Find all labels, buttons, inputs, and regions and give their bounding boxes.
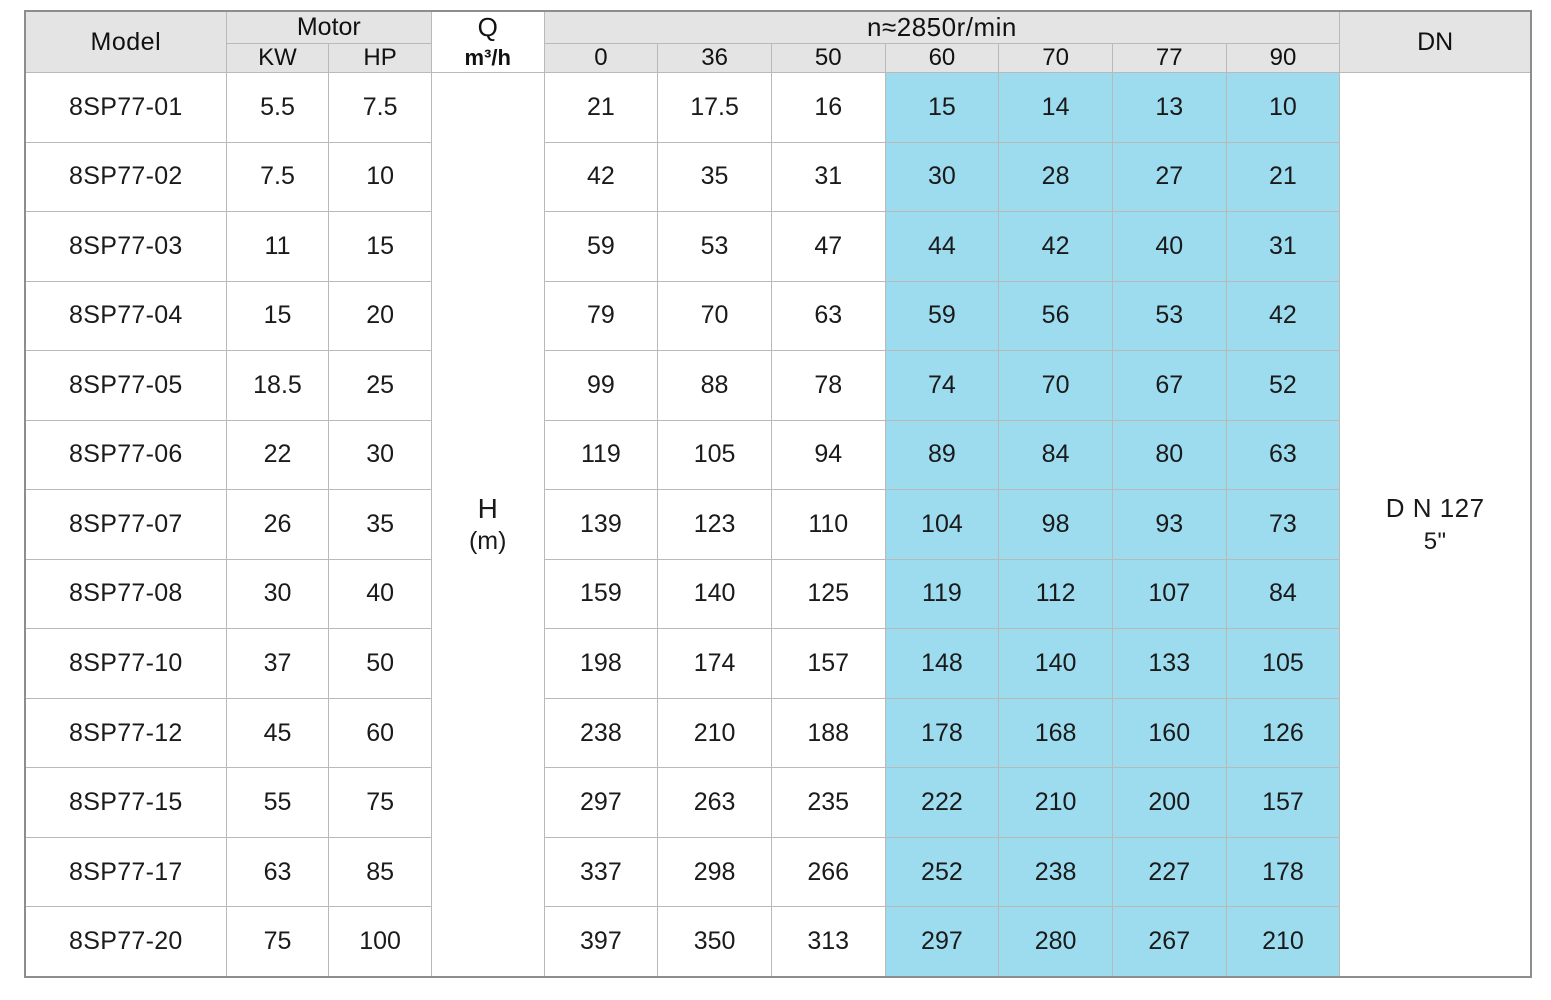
- cell-head-77: 107: [1112, 559, 1226, 629]
- cell-head-0: 238: [544, 698, 658, 768]
- cell-head-36: 123: [658, 490, 772, 560]
- cell-head-0: 42: [544, 142, 658, 212]
- cell-head-77: 27: [1112, 142, 1226, 212]
- cell-head-60: 15: [885, 73, 999, 143]
- cell-kw: 18.5: [226, 351, 329, 421]
- header-hp: HP: [329, 44, 432, 73]
- header-flow-77: 77: [1112, 44, 1226, 73]
- cell-dn: [1340, 73, 1531, 978]
- cell-head-90: 52: [1226, 351, 1340, 421]
- cell-head-36: 298: [658, 837, 772, 907]
- header-motor: Motor: [226, 11, 431, 44]
- cell-head-50: 313: [771, 907, 885, 977]
- pump-performance-table: [24, 10, 1532, 978]
- header-flow-60: 60: [885, 44, 999, 73]
- cell-head-60: 222: [885, 768, 999, 838]
- cell-head-0: 21: [544, 73, 658, 143]
- table-body: [25, 73, 1531, 978]
- cell-head-50: 63: [771, 281, 885, 351]
- table-row: [25, 629, 1531, 699]
- cell-head-0: 119: [544, 420, 658, 490]
- cell-head-77: 200: [1112, 768, 1226, 838]
- cell-kw: 11: [226, 212, 329, 282]
- cell-head-70: 14: [999, 73, 1113, 143]
- head-axis-label: [431, 73, 544, 978]
- cell-head-50: 157: [771, 629, 885, 699]
- cell-kw: 30: [226, 559, 329, 629]
- cell-head-60: 148: [885, 629, 999, 699]
- cell-hp: 40: [329, 559, 432, 629]
- cell-head-77: 13: [1112, 73, 1226, 143]
- cell-head-60: 119: [885, 559, 999, 629]
- cell-head-60: 178: [885, 698, 999, 768]
- cell-head-70: 28: [999, 142, 1113, 212]
- cell-head-70: 280: [999, 907, 1113, 977]
- cell-head-60: 59: [885, 281, 999, 351]
- cell-head-90: 63: [1226, 420, 1340, 490]
- cell-head-50: 78: [771, 351, 885, 421]
- cell-hp: 10: [329, 142, 432, 212]
- header-flow-50: 50: [771, 44, 885, 73]
- cell-head-77: 93: [1112, 490, 1226, 560]
- cell-head-70: 210: [999, 768, 1113, 838]
- cell-model: 8SP77-17: [25, 837, 226, 907]
- table-row: [25, 420, 1531, 490]
- cell-head-70: 42: [999, 212, 1113, 282]
- cell-kw: 22: [226, 420, 329, 490]
- header-model: Model: [25, 11, 226, 73]
- cell-model: 8SP77-01: [25, 73, 226, 143]
- cell-hp: 75: [329, 768, 432, 838]
- dn-value: D N 127: [1385, 493, 1485, 523]
- table-row: [25, 698, 1531, 768]
- cell-head-50: 16: [771, 73, 885, 143]
- cell-head-50: 235: [771, 768, 885, 838]
- cell-model: 8SP77-05: [25, 351, 226, 421]
- cell-kw: 7.5: [226, 142, 329, 212]
- head-unit: (m): [468, 527, 507, 556]
- cell-head-36: 210: [658, 698, 772, 768]
- cell-head-70: 56: [999, 281, 1113, 351]
- table-row: [25, 212, 1531, 282]
- cell-head-36: 70: [658, 281, 772, 351]
- header-row-sub: [25, 44, 1531, 73]
- cell-model: 8SP77-04: [25, 281, 226, 351]
- cell-head-0: 59: [544, 212, 658, 282]
- cell-head-60: 104: [885, 490, 999, 560]
- cell-head-60: 89: [885, 420, 999, 490]
- cell-head-60: 297: [885, 907, 999, 977]
- cell-head-36: 350: [658, 907, 772, 977]
- cell-kw: 37: [226, 629, 329, 699]
- cell-head-36: 53: [658, 212, 772, 282]
- cell-head-90: 21: [1226, 142, 1340, 212]
- cell-hp: 20: [329, 281, 432, 351]
- cell-head-50: 125: [771, 559, 885, 629]
- cell-head-0: 297: [544, 768, 658, 838]
- cell-head-90: 73: [1226, 490, 1340, 560]
- cell-hp: 15: [329, 212, 432, 282]
- table-row: [25, 559, 1531, 629]
- header-speed: n≈2850r/min: [544, 11, 1340, 44]
- cell-head-50: 266: [771, 837, 885, 907]
- cell-kw: 75: [226, 907, 329, 977]
- header-row-top: [25, 11, 1531, 44]
- cell-head-77: 80: [1112, 420, 1226, 490]
- cell-model: 8SP77-06: [25, 420, 226, 490]
- head-symbol: H: [477, 493, 498, 525]
- table-row: [25, 142, 1531, 212]
- cell-head-36: 263: [658, 768, 772, 838]
- cell-head-77: 267: [1112, 907, 1226, 977]
- cell-model: 8SP77-10: [25, 629, 226, 699]
- cell-head-60: 252: [885, 837, 999, 907]
- cell-head-70: 84: [999, 420, 1113, 490]
- cell-head-90: 31: [1226, 212, 1340, 282]
- cell-head-50: 47: [771, 212, 885, 282]
- cell-head-90: 210: [1226, 907, 1340, 977]
- cell-head-36: 174: [658, 629, 772, 699]
- cell-head-70: 140: [999, 629, 1113, 699]
- cell-head-77: 133: [1112, 629, 1226, 699]
- cell-model: 8SP77-12: [25, 698, 226, 768]
- table-row: [25, 490, 1531, 560]
- table-header: [25, 11, 1531, 73]
- cell-hp: 50: [329, 629, 432, 699]
- cell-head-50: 94: [771, 420, 885, 490]
- cell-kw: 5.5: [226, 73, 329, 143]
- header-dn: DN: [1340, 11, 1531, 73]
- cell-model: 8SP77-20: [25, 907, 226, 977]
- cell-hp: 25: [329, 351, 432, 421]
- flow-unit: m³/h: [464, 45, 511, 71]
- cell-head-90: 178: [1226, 837, 1340, 907]
- cell-head-90: 42: [1226, 281, 1340, 351]
- cell-head-36: 17.5: [658, 73, 772, 143]
- cell-model: 8SP77-15: [25, 768, 226, 838]
- cell-hp: 100: [329, 907, 432, 977]
- dn-inch: 5": [1423, 527, 1447, 555]
- cell-head-90: 105: [1226, 629, 1340, 699]
- cell-kw: 55: [226, 768, 329, 838]
- cell-model: 8SP77-08: [25, 559, 226, 629]
- cell-head-90: 126: [1226, 698, 1340, 768]
- cell-kw: 63: [226, 837, 329, 907]
- cell-head-50: 31: [771, 142, 885, 212]
- cell-head-0: 198: [544, 629, 658, 699]
- cell-head-60: 30: [885, 142, 999, 212]
- cell-head-77: 227: [1112, 837, 1226, 907]
- cell-head-50: 110: [771, 490, 885, 560]
- cell-model: 8SP77-02: [25, 142, 226, 212]
- cell-hp: 60: [329, 698, 432, 768]
- header-flow-0: 0: [544, 44, 658, 73]
- table-row: [25, 281, 1531, 351]
- cell-hp: 35: [329, 490, 432, 560]
- header-flow-unit: [431, 11, 544, 73]
- cell-head-77: 67: [1112, 351, 1226, 421]
- cell-head-60: 44: [885, 212, 999, 282]
- cell-head-0: 139: [544, 490, 658, 560]
- cell-kw: 45: [226, 698, 329, 768]
- cell-head-50: 188: [771, 698, 885, 768]
- cell-head-90: 84: [1226, 559, 1340, 629]
- cell-head-70: 168: [999, 698, 1113, 768]
- cell-head-60: 74: [885, 351, 999, 421]
- cell-head-90: 157: [1226, 768, 1340, 838]
- cell-model: 8SP77-07: [25, 490, 226, 560]
- cell-model: 8SP77-03: [25, 212, 226, 282]
- header-flow-90: 90: [1226, 44, 1340, 73]
- cell-head-0: 397: [544, 907, 658, 977]
- cell-hp: 7.5: [329, 73, 432, 143]
- cell-head-36: 105: [658, 420, 772, 490]
- cell-head-90: 10: [1226, 73, 1340, 143]
- cell-head-0: 159: [544, 559, 658, 629]
- table-row: [25, 837, 1531, 907]
- header-kw: KW: [226, 44, 329, 73]
- cell-head-0: 79: [544, 281, 658, 351]
- cell-head-70: 98: [999, 490, 1113, 560]
- cell-head-0: 337: [544, 837, 658, 907]
- cell-hp: 85: [329, 837, 432, 907]
- cell-head-70: 70: [999, 351, 1113, 421]
- cell-head-70: 238: [999, 837, 1113, 907]
- cell-head-36: 88: [658, 351, 772, 421]
- cell-head-36: 140: [658, 559, 772, 629]
- cell-head-0: 99: [544, 351, 658, 421]
- cell-head-77: 40: [1112, 212, 1226, 282]
- cell-hp: 30: [329, 420, 432, 490]
- table-row: [25, 907, 1531, 977]
- header-flow-70: 70: [999, 44, 1113, 73]
- cell-head-36: 35: [658, 142, 772, 212]
- cell-head-77: 160: [1112, 698, 1226, 768]
- header-flow-36: 36: [658, 44, 772, 73]
- table-row: [25, 351, 1531, 421]
- flow-symbol: Q: [477, 12, 498, 43]
- table-row: [25, 768, 1531, 838]
- cell-head-77: 53: [1112, 281, 1226, 351]
- cell-kw: 26: [226, 490, 329, 560]
- cell-kw: 15: [226, 281, 329, 351]
- table-row: [25, 73, 1531, 143]
- cell-head-70: 112: [999, 559, 1113, 629]
